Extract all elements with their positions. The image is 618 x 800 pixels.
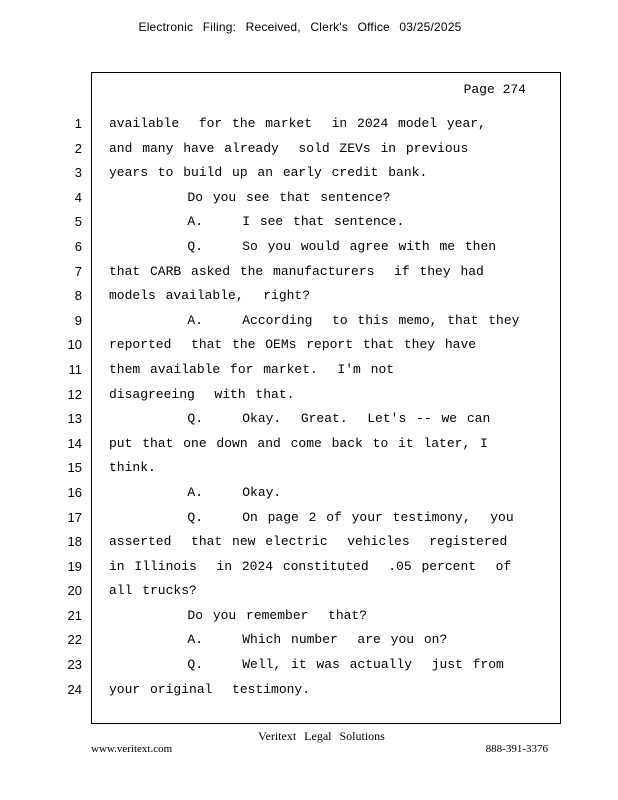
line-number: 14 <box>67 435 82 451</box>
line-number: 2 <box>74 140 82 156</box>
line-number: 4 <box>74 189 82 205</box>
line-text: A. According to this memo, that they <box>109 312 520 328</box>
transcript-line <box>0 284 618 309</box>
line-number: 16 <box>67 484 82 500</box>
line-number: 18 <box>67 534 82 550</box>
line-text: models available, right? <box>109 288 311 304</box>
transcript-line <box>0 628 618 653</box>
transcript-line <box>0 161 618 186</box>
transcript-line <box>0 530 618 555</box>
line-number: 21 <box>67 607 82 623</box>
line-number: 3 <box>74 165 82 181</box>
line-text: think. <box>109 460 156 476</box>
line-text: disagreeing with that. <box>109 386 295 402</box>
line-text: Do you remember that? <box>109 607 368 623</box>
filing-header: Electronic Filing: Received, Clerk's Office 03/25/2025 <box>138 20 462 34</box>
transcript-line <box>0 186 618 211</box>
transcript-line <box>0 432 618 457</box>
transcript-line <box>0 137 618 162</box>
line-number: 7 <box>74 263 82 279</box>
line-text: put that one down and come back to it later, I <box>109 435 488 451</box>
line-number: 20 <box>67 583 82 599</box>
transcript-body <box>0 112 618 702</box>
transcript-line <box>0 383 618 408</box>
transcript-line <box>0 506 618 531</box>
line-text: all trucks? <box>109 583 197 599</box>
line-number: 10 <box>67 337 82 353</box>
line-text: reported that the OEMs report that they have <box>109 337 477 353</box>
line-text: Q. Okay. Great. Let's -- we can <box>109 411 491 427</box>
transcript-line <box>0 579 618 604</box>
line-number: 13 <box>67 411 82 427</box>
line-text: Q. Well, it was actually just from <box>109 657 504 673</box>
line-number: 8 <box>74 288 82 304</box>
line-number: 6 <box>74 238 82 254</box>
transcript-line <box>0 555 618 580</box>
line-text: your original testimony. <box>109 681 311 697</box>
page-number: Page 274 <box>463 82 526 97</box>
transcript-line <box>0 210 618 235</box>
transcript-line <box>0 358 618 383</box>
line-number: 12 <box>67 386 82 402</box>
line-text: in Illinois in 2024 constituted .05 percent of <box>109 558 512 574</box>
transcript-line <box>0 333 618 358</box>
line-text: asserted that new electric vehicles registered <box>109 534 508 550</box>
transcript-line <box>0 407 618 432</box>
transcript-line <box>0 678 618 703</box>
line-number: 15 <box>67 460 82 476</box>
line-text: A. I see that sentence. <box>109 214 405 230</box>
footer-website: www.veritext.com <box>91 743 173 755</box>
line-number: 22 <box>67 632 82 648</box>
line-text: that CARB asked the manufacturers if they had <box>109 263 484 279</box>
transcript-line <box>0 309 618 334</box>
line-number: 11 <box>68 361 82 377</box>
line-text: Q. So you would agree with me then <box>109 238 497 254</box>
line-text: available for the market in 2024 model year, <box>109 116 486 131</box>
line-number: 17 <box>67 509 82 525</box>
line-text: A. Okay. <box>109 484 282 500</box>
line-number: 1 <box>74 116 82 131</box>
line-text: Q. On page 2 of your testimony, you <box>109 509 514 525</box>
transcript-line <box>0 260 618 285</box>
transcript-line <box>0 456 618 481</box>
line-text: A. Which number are you on? <box>109 632 448 648</box>
transcript-line <box>0 112 618 137</box>
line-text: years to build up an early credit bank. <box>109 165 428 181</box>
line-number: 5 <box>74 214 82 230</box>
line-text: and many have already sold ZEVs in previous <box>109 140 469 156</box>
line-number: 24 <box>67 681 82 697</box>
transcript-line <box>0 235 618 260</box>
footer-phone: 888-391-3376 <box>485 743 548 755</box>
transcript-line <box>0 653 618 678</box>
line-number: 19 <box>67 558 82 574</box>
line-number: 23 <box>67 657 82 673</box>
line-text: Do you see that sentence? <box>109 189 391 205</box>
line-text: them available for market. I'm not <box>109 361 395 377</box>
transcript-line <box>0 604 618 629</box>
line-number: 9 <box>74 312 82 328</box>
transcript-line <box>0 481 618 506</box>
footer-company-name: Veritext Legal Solutions <box>258 729 385 743</box>
